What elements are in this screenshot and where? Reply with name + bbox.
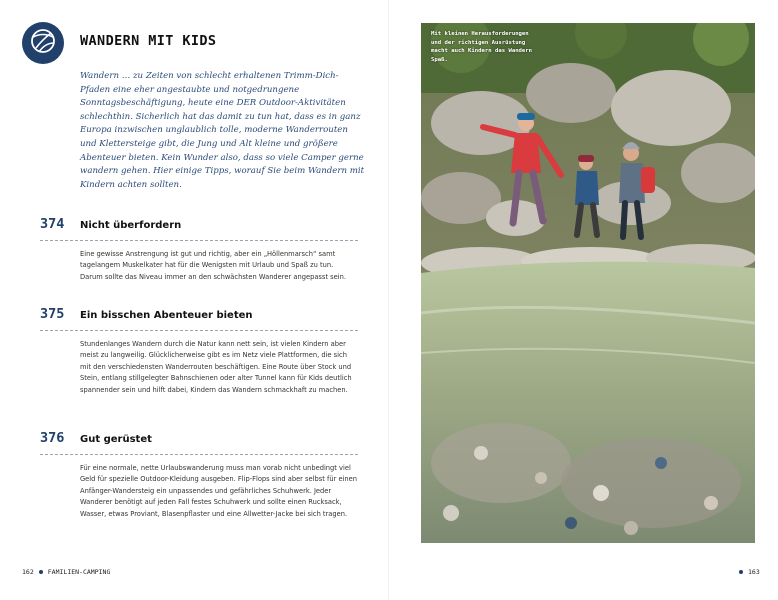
tip-title: Ein bisschen Abenteuer bieten xyxy=(80,310,253,321)
folio-dot xyxy=(39,570,43,574)
page-number: 162 xyxy=(22,568,34,576)
page-number: 163 xyxy=(748,568,760,576)
tip-body: Stundenlanges Wandern durch die Natur kann nett sein, ist vielen Kindern aber meist zu langweilig. Glücklicherweise gibt es im Netz viele Plattformen, die sich mit den verschiedensten Wanderrouten beschäftigen. Eine Route über Stock und Stein, entlang stillgelegter Bahnschienen oder alter Tunnel kann für Kids deutlich spannender sein und hilft dabei, Kindern das Wandern schmackhaft zu machen. xyxy=(80,340,352,394)
tip-title: Nicht überfordern xyxy=(80,220,182,231)
page-footer-left xyxy=(22,568,110,576)
ball-icon xyxy=(30,28,56,58)
page-footer-right xyxy=(734,568,760,576)
hiking-photo xyxy=(421,23,755,543)
photo-caption: Mit kleinen Herausforderungen und der richtigen Ausrüstung macht auch Kindern das Wandern Spaß. xyxy=(431,31,533,63)
tip-number: 375 xyxy=(40,306,65,322)
tip-divider xyxy=(40,330,358,331)
chapter-badge xyxy=(22,22,64,64)
intro-text: Wandern … zu Zeiten von schlecht erhaltenen Trimm-Dich-Pfaden eine eher angestaubte und notgedrungene Sonntagsbeschäftigung, heute eine DER Outdoor-Aktivitäten schlechthin. Sicherlich hat das damit zu tun hat, dass es in ganz Europa inzwischen unglaublich tolle, moderne Wanderrouten und Klettersteige gibt, die Jung und Alt kleine und größere Abenteuer bieten. Kein Wunder also, dass so viele Camper gerne wandern gehen. Hier einige Tipps, worauf Sie beim Wandern mit Kindern achten sollten. xyxy=(80,71,365,190)
photo-illustration xyxy=(421,23,755,543)
section-label: FAMILIEN-CAMPING xyxy=(47,568,111,576)
tip-number: 376 xyxy=(40,430,65,446)
tip-header xyxy=(40,430,360,446)
chapter-title: WANDERN MIT KIDS xyxy=(80,33,217,49)
tip-body: Für eine normale, nette Urlaubswanderung muss man vorab nicht unbedingt viel Geld für spezielle Outdoor-Kleidung ausgeben. Flip-Flops sind aber selbst für einen Anfänger-Wandersteig ein unpassendes und gefährliches Schuhwerk. Jeder Wanderer benötigt auf jeden Fall festes Schuhwerk und sollte einen Rucksack, Wasser, etwas Proviant, Blasenpflaster und eine Allwetter-Jacke bei sich tragen. xyxy=(80,464,358,518)
tip-body: Eine gewisse Anstrengung ist gut und richtig, aber ein „Höllenmarsch“ samt tagelangem Muskelkater hat für die Wenigsten mit Urlaub und Spaß zu tun. Darum sollte das Niveau immer an den schwächsten Wanderer angepasst sein. xyxy=(80,250,346,281)
tip-header xyxy=(40,306,360,322)
folio-dot xyxy=(739,570,743,574)
right-page xyxy=(389,0,778,600)
tip-title: Gut gerüstet xyxy=(80,434,152,445)
tip-375 xyxy=(40,306,360,396)
tip-divider xyxy=(40,240,358,241)
tip-divider xyxy=(40,454,358,455)
tip-374 xyxy=(40,216,360,283)
tip-376 xyxy=(40,430,360,520)
tip-number: 374 xyxy=(40,216,65,232)
tip-header xyxy=(40,216,360,232)
